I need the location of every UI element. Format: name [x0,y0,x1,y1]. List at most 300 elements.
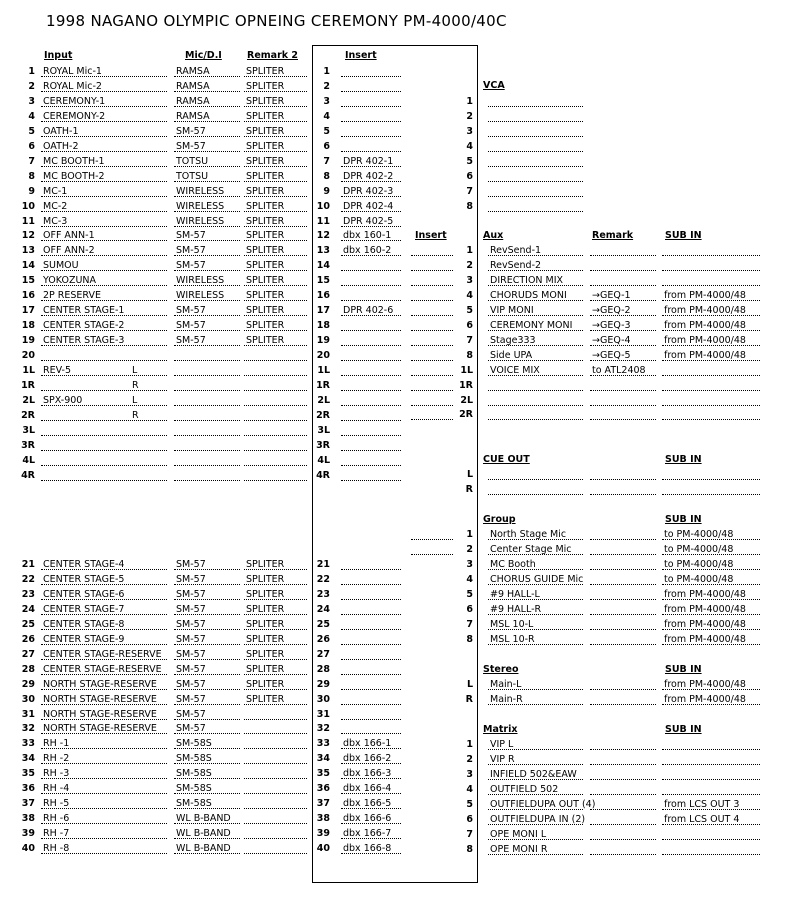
remark-field[interactable]: SPLITER [244,96,307,107]
input-name-field[interactable] [41,350,167,361]
vca-field[interactable] [488,96,583,107]
mic-field[interactable] [174,365,240,376]
matrix-subin-field[interactable] [662,754,760,765]
group-name-field[interactable]: MSL 10-L [488,619,583,630]
remark-field[interactable] [244,798,307,809]
group-subin-field[interactable]: to PM-4000/48 [662,544,760,555]
insert-field[interactable] [341,589,401,600]
matrix-subin-field[interactable]: from LCS OUT 4 [662,814,760,825]
insert-field[interactable]: dbx 166-1 [341,738,401,749]
remark-field[interactable] [244,709,307,720]
remark-field[interactable] [244,768,307,779]
insert-field[interactable] [341,260,401,271]
matrix-remark-field[interactable] [590,754,656,765]
aux-insert-field[interactable] [411,260,453,271]
matrix-subin-field[interactable] [662,829,760,840]
matrix-subin-field[interactable] [662,784,760,795]
stereo-subin-field[interactable]: from PM-4000/48 [662,679,760,690]
vca-field[interactable] [488,141,583,152]
mic-field[interactable]: WIRELESS [174,290,240,301]
group-subin-field[interactable]: from PM-4000/48 [662,604,760,615]
aux-remark-field[interactable] [590,260,656,271]
vca-field[interactable] [488,156,583,167]
insert-field[interactable]: DPR 402-1 [341,156,401,167]
matrix-subin-field[interactable] [662,739,760,750]
stereo-remark-field[interactable] [590,694,656,705]
input-name-field[interactable] [41,470,167,481]
remark-field[interactable]: SPLITER [244,81,307,92]
insert-field[interactable] [341,395,401,406]
aux-insert-field[interactable] [411,305,453,316]
mic-field[interactable] [174,395,240,406]
aux-remark-field[interactable]: →GEQ-1 [590,290,656,301]
aux-subin-field[interactable] [662,409,760,420]
cue-remark-field[interactable] [590,484,656,495]
input-name-field[interactable]: YOKOZUNA [41,275,167,286]
mic-field[interactable]: SM-57 [174,245,240,256]
vca-field[interactable] [488,126,583,137]
stereo-name-field[interactable]: Main-R [488,694,583,705]
group-subin-field[interactable]: from PM-4000/48 [662,589,760,600]
input-name-field[interactable]: RH -7 [41,828,167,839]
remark-field[interactable] [244,455,307,466]
cue-subin-field[interactable] [662,469,760,480]
aux-remark-field[interactable] [590,409,656,420]
remark-field[interactable]: SPLITER [244,111,307,122]
input-name-field[interactable]: NORTH STAGE-RESERVE [41,709,167,720]
mic-field[interactable]: TOTSU [174,156,240,167]
cue-remark-field[interactable] [590,469,656,480]
input-name-field[interactable]: OFF ANN-2 [41,245,167,256]
mic-field[interactable]: WIRELESS [174,201,240,212]
aux-name-field[interactable] [488,395,583,406]
aux-insert-field[interactable] [411,380,453,391]
aux-insert-field[interactable] [411,335,453,346]
group-remark-field[interactable] [590,604,656,615]
input-name-field[interactable]: SUMOU [41,260,167,271]
mic-field[interactable]: SM-58S [174,783,240,794]
group-remark-field[interactable] [590,544,656,555]
mic-field[interactable]: WL B-BAND [174,813,240,824]
input-name-field[interactable]: SPX-900 [41,395,167,406]
mic-field[interactable]: SM-57 [174,589,240,600]
mic-field[interactable]: SM-57 [174,230,240,241]
input-name-field[interactable]: CENTER STAGE-RESERVE [41,664,167,675]
aux-insert-field[interactable] [411,290,453,301]
input-name-field[interactable]: RH -4 [41,783,167,794]
input-name-field[interactable]: REV-5 [41,365,167,376]
group-name-field[interactable]: CHORUS GUIDE Mic [490,573,584,585]
remark-field[interactable]: SPLITER [244,679,307,690]
insert-field[interactable] [341,320,401,331]
insert-field[interactable] [341,574,401,585]
mic-field[interactable]: SM-57 [174,694,240,705]
matrix-name-field[interactable]: OPE MONI L [488,829,583,840]
matrix-remark-field[interactable] [590,739,656,750]
input-name-field[interactable]: ROYAL Mic-1 [41,66,167,77]
input-name-field[interactable]: CENTER STAGE-6 [41,589,167,600]
aux-name-field[interactable]: Side UPA [488,350,583,361]
insert-field[interactable] [341,709,401,720]
input-name-field[interactable]: OATH-2 [41,141,167,152]
mic-field[interactable]: SM-57 [174,709,240,720]
mic-field[interactable] [174,425,240,436]
remark-field[interactable] [244,365,307,376]
aux-name-field[interactable]: CHORUDS MONI [488,290,583,301]
aux-insert-field[interactable] [411,365,453,376]
matrix-name-field[interactable]: OUTFIELD 502 [488,784,583,795]
aux-remark-field[interactable]: →GEQ-5 [590,350,656,361]
aux-remark-field[interactable]: →GEQ-3 [590,320,656,331]
cue-name-field[interactable] [488,484,583,495]
matrix-subin-field[interactable] [662,844,760,855]
stereo-name-field[interactable]: Main-L [488,679,583,690]
aux-name-field[interactable]: VIP MONI [488,305,583,316]
input-name-field[interactable]: MC BOOTH-2 [41,171,167,182]
mic-field[interactable]: TOTSU [174,171,240,182]
input-name-field[interactable]: MC-3 [41,216,167,227]
mic-field[interactable]: SM-58S [174,738,240,749]
group-subin-field[interactable]: to PM-4000/48 [662,574,760,585]
insert-field[interactable] [341,619,401,630]
remark-field[interactable] [244,828,307,839]
aux-subin-field[interactable]: from PM-4000/48 [662,335,760,346]
aux-name-field[interactable]: VOICE MIX [488,365,583,376]
mic-field[interactable] [174,470,240,481]
group-subin-field[interactable]: from PM-4000/48 [662,619,760,630]
insert-field[interactable] [341,380,401,391]
remark-field[interactable] [244,470,307,481]
aux-remark-field[interactable] [590,380,656,391]
group-remark-field[interactable] [590,559,656,570]
group-subin-field[interactable]: to PM-4000/48 [662,559,760,570]
stereo-remark-field[interactable] [590,679,656,690]
insert-field[interactable] [341,126,401,137]
mic-field[interactable]: SM-58S [174,753,240,764]
group-name-field[interactable]: MC Booth [488,559,583,570]
input-name-field[interactable]: CENTER STAGE-9 [41,634,167,645]
remark-field[interactable]: SPLITER [244,275,307,286]
group-remark-field[interactable] [590,619,656,630]
aux-remark-field[interactable] [590,275,656,286]
insert-field[interactable] [341,81,401,92]
insert-field[interactable] [341,350,401,361]
remark-field[interactable]: SPLITER [244,126,307,137]
input-name-field[interactable]: CENTER STAGE-2 [41,320,167,331]
aux-remark-field[interactable] [590,245,656,256]
mic-field[interactable]: SM-57 [174,604,240,615]
remark-field[interactable] [244,783,307,794]
remark-field[interactable]: SPLITER [244,260,307,271]
input-name-field[interactable]: RH -1 [41,738,167,749]
input-name-field[interactable] [41,425,167,436]
aux-subin-field[interactable]: from PM-4000/48 [662,320,760,331]
input-name-field[interactable]: MC BOOTH-1 [41,156,167,167]
remark-field[interactable]: SPLITER [244,66,307,77]
aux-insert-field[interactable] [411,409,453,420]
input-name-field[interactable]: NORTH STAGE-RESERVE [41,679,167,690]
input-name-field[interactable]: RH -2 [41,753,167,764]
insert-field[interactable] [341,679,401,690]
remark-field[interactable] [244,440,307,451]
input-name-field[interactable]: CEREMONY-2 [41,111,167,122]
mic-field[interactable]: SM-57 [174,634,240,645]
matrix-name-field[interactable]: VIP L [488,739,583,750]
mic-field[interactable]: SM-58S [174,768,240,779]
insert-field[interactable]: dbx 160-1 [341,230,401,241]
insert-field[interactable]: dbx 166-6 [341,813,401,824]
mic-field[interactable]: SM-57 [174,260,240,271]
aux-name-field[interactable] [488,380,583,391]
insert-field[interactable]: dbx 166-7 [341,828,401,839]
remark-field[interactable]: SPLITER [244,694,307,705]
vca-field[interactable] [488,201,583,212]
insert-field[interactable] [341,111,401,122]
aux-insert-field[interactable] [411,395,453,406]
group-remark-field[interactable] [590,634,656,645]
mic-field[interactable] [174,350,240,361]
input-name-field[interactable]: RH -6 [41,813,167,824]
mic-field[interactable]: SM-57 [174,305,240,316]
matrix-remark-field[interactable] [590,769,656,780]
mic-field[interactable] [174,410,240,421]
input-name-field[interactable]: CENTER STAGE-3 [41,335,167,346]
remark-field[interactable] [244,350,307,361]
group-remark-field[interactable] [590,529,656,540]
remark-field[interactable]: SPLITER [244,290,307,301]
remark-field[interactable]: SPLITER [244,305,307,316]
mic-field[interactable]: WL B-BAND [174,828,240,839]
input-name-field[interactable]: 2P RESERVE [41,290,167,301]
mic-field[interactable]: SM-57 [174,723,240,734]
remark-field[interactable]: SPLITER [244,664,307,675]
insert-field[interactable]: dbx 166-5 [341,798,401,809]
aux-name-field[interactable]: RevSend-1 [488,245,583,256]
aux-subin-field[interactable] [662,260,760,271]
insert-field[interactable]: dbx 166-8 [341,843,401,854]
mic-field[interactable]: SM-57 [174,679,240,690]
mic-field[interactable]: WIRELESS [174,186,240,197]
input-name-field[interactable]: CENTER STAGE-7 [41,604,167,615]
remark-field[interactable]: SPLITER [244,216,307,227]
mic-field[interactable]: SM-57 [174,141,240,152]
group-remark-field[interactable] [590,574,656,585]
remark-field[interactable]: SPLITER [244,559,307,570]
insert-field[interactable] [341,559,401,570]
input-name-field[interactable]: RH -8 [41,843,167,854]
group-subin-field[interactable]: to PM-4000/48 [662,529,760,540]
remark-field[interactable]: SPLITER [244,589,307,600]
group-remark-field[interactable] [590,589,656,600]
input-name-field[interactable]: CENTER STAGE-8 [41,619,167,630]
input-name-field[interactable]: ROYAL Mic-2 [41,81,167,92]
vca-field[interactable] [488,171,583,182]
input-name-field[interactable]: RH -5 [41,798,167,809]
aux-insert-field[interactable] [411,275,453,286]
input-name-field[interactable]: NORTH STAGE-RESERVE [41,694,167,705]
aux-name-field[interactable]: Stage333 [488,335,583,346]
insert-field[interactable] [341,410,401,421]
insert-field[interactable] [341,470,401,481]
matrix-remark-field[interactable] [590,799,656,810]
insert-field[interactable]: dbx 166-2 [341,753,401,764]
remark-field[interactable] [244,813,307,824]
remark-field[interactable] [244,425,307,436]
mic-field[interactable] [174,440,240,451]
mic-field[interactable]: SM-58S [174,798,240,809]
remark-field[interactable] [244,723,307,734]
input-name-field[interactable]: CENTER STAGE-5 [41,574,167,585]
aux-subin-field[interactable] [662,245,760,256]
input-name-field[interactable]: RH -3 [41,768,167,779]
remark-field[interactable]: SPLITER [244,574,307,585]
group-insert-field[interactable] [411,544,453,555]
insert-field[interactable]: DPR 402-3 [341,186,401,197]
mic-field[interactable]: SM-57 [174,335,240,346]
insert-field[interactable] [341,723,401,734]
remark-field[interactable]: SPLITER [244,230,307,241]
aux-subin-field[interactable] [662,380,760,391]
remark-field[interactable]: SPLITER [244,634,307,645]
matrix-name-field[interactable]: OPE MONI R [488,844,583,855]
input-name-field[interactable]: NORTH STAGE-RESERVE [41,723,167,734]
mic-field[interactable]: WL B-BAND [174,843,240,854]
input-name-field[interactable]: MC-1 [41,186,167,197]
matrix-remark-field[interactable] [590,844,656,855]
group-name-field[interactable]: Center Stage Mic [488,544,583,555]
mic-field[interactable]: SM-57 [174,649,240,660]
matrix-remark-field[interactable] [590,814,656,825]
aux-subin-field[interactable] [662,365,760,376]
insert-field[interactable] [341,440,401,451]
remark-field[interactable]: SPLITER [244,201,307,212]
mic-field[interactable]: SM-57 [174,619,240,630]
remark-field[interactable]: SPLITER [244,320,307,331]
matrix-name-field[interactable]: VIP R [488,754,583,765]
remark-field[interactable] [244,843,307,854]
group-name-field[interactable]: #9 HALL-L [488,589,583,600]
input-name-field[interactable] [41,380,167,391]
aux-subin-field[interactable]: from PM-4000/48 [662,290,760,301]
aux-insert-field[interactable] [411,350,453,361]
aux-name-field[interactable]: CEREMONY MONI [488,320,583,331]
mic-field[interactable]: RAMSA [174,81,240,92]
remark-field[interactable]: SPLITER [244,156,307,167]
aux-remark-field[interactable]: →GEQ-2 [590,305,656,316]
group-name-field[interactable]: MSL 10-R [488,634,583,645]
input-name-field[interactable]: CENTER STAGE-1 [41,305,167,316]
aux-insert-field[interactable] [411,320,453,331]
group-subin-field[interactable]: from PM-4000/48 [662,634,760,645]
insert-field[interactable] [341,694,401,705]
mic-field[interactable]: SM-57 [174,559,240,570]
input-name-field[interactable] [41,440,167,451]
matrix-subin-field[interactable] [662,769,760,780]
insert-field[interactable] [341,649,401,660]
cue-name-field[interactable] [488,469,583,480]
insert-field[interactable] [341,335,401,346]
remark-field[interactable] [244,380,307,391]
input-name-field[interactable]: MC-2 [41,201,167,212]
input-name-field[interactable]: CENTER STAGE-RESERVE [41,649,167,660]
mic-field[interactable]: SM-57 [174,320,240,331]
matrix-name-field[interactable]: OUTFIELDUPA OUT (4) [490,798,596,810]
mic-field[interactable] [174,455,240,466]
group-name-field[interactable]: North Stage Mic [488,529,583,540]
insert-field[interactable] [341,634,401,645]
aux-subin-field[interactable]: from PM-4000/48 [662,305,760,316]
matrix-remark-field[interactable] [590,829,656,840]
insert-field[interactable] [341,66,401,77]
vca-field[interactable] [488,186,583,197]
aux-name-field[interactable] [488,409,583,420]
insert-field[interactable] [341,290,401,301]
input-name-field[interactable]: CEREMONY-1 [41,96,167,107]
mic-field[interactable]: SM-57 [174,574,240,585]
insert-field[interactable]: DPR 402-4 [341,201,401,212]
input-name-field[interactable]: OFF ANN-1 [41,230,167,241]
remark-field[interactable]: SPLITER [244,604,307,615]
matrix-name-field[interactable]: OUTFIELDUPA IN (2) [490,813,586,825]
insert-field[interactable] [341,664,401,675]
matrix-subin-field[interactable]: from LCS OUT 3 [662,799,760,810]
group-name-field[interactable]: #9 HALL-R [488,604,583,615]
input-name-field[interactable]: OATH-1 [41,126,167,137]
aux-remark-field[interactable] [590,395,656,406]
mic-field[interactable]: SM-57 [174,664,240,675]
mic-field[interactable]: RAMSA [174,96,240,107]
aux-subin-field[interactable]: from PM-4000/48 [662,350,760,361]
mic-field[interactable]: SM-57 [174,126,240,137]
cue-subin-field[interactable] [662,484,760,495]
remark-field[interactable] [244,410,307,421]
insert-field[interactable]: dbx 166-4 [341,783,401,794]
remark-field[interactable]: SPLITER [244,619,307,630]
insert-field[interactable]: DPR 402-5 [341,216,401,227]
aux-insert-field[interactable] [411,245,453,256]
aux-subin-field[interactable] [662,395,760,406]
insert-field[interactable] [341,141,401,152]
insert-field[interactable]: dbx 160-2 [341,245,401,256]
insert-field[interactable]: dbx 166-3 [341,768,401,779]
remark-field[interactable]: SPLITER [244,245,307,256]
remark-field[interactable]: SPLITER [244,171,307,182]
stereo-subin-field[interactable]: from PM-4000/48 [662,694,760,705]
insert-field[interactable] [341,455,401,466]
aux-name-field[interactable]: RevSend-2 [488,260,583,271]
input-name-field[interactable] [41,455,167,466]
vca-field[interactable] [488,111,583,122]
aux-subin-field[interactable] [662,275,760,286]
insert-field[interactable] [341,96,401,107]
matrix-name-field[interactable]: INFIELD 502&EAW [488,769,583,780]
mic-field[interactable]: WIRELESS [174,275,240,286]
mic-field[interactable]: RAMSA [174,66,240,77]
remark-field[interactable] [244,395,307,406]
aux-remark-field[interactable]: →GEQ-4 [590,335,656,346]
mic-field[interactable] [174,380,240,391]
remark-field[interactable]: SPLITER [244,335,307,346]
remark-field[interactable] [244,738,307,749]
aux-name-field[interactable]: DIRECTION MIX [488,275,583,286]
aux-remark-field[interactable]: to ATL2408 [590,365,656,376]
mic-field[interactable]: RAMSA [174,111,240,122]
mic-field[interactable]: WIRELESS [174,216,240,227]
insert-field[interactable] [341,365,401,376]
remark-field[interactable]: SPLITER [244,186,307,197]
group-insert-field[interactable] [411,529,453,540]
input-name-field[interactable]: CENTER STAGE-4 [41,559,167,570]
